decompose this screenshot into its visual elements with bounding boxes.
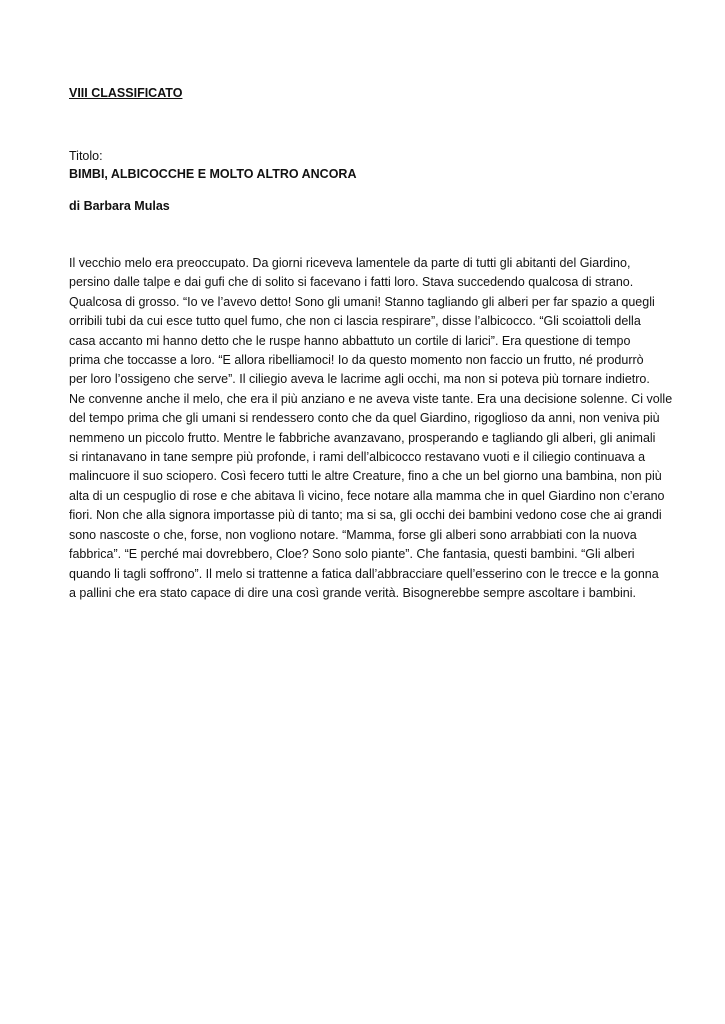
- body-line: sono nascoste o che, forse, non vogliono notare. “Mamma, forse gli alberi sono arrabbiati con la nuova: [69, 527, 637, 542]
- body-line: fabbrica”. “E perché mai dovrebbero, Cloe? Sono solo piante”. Che fantasia, questi bambini. “Gli alberi: [69, 547, 635, 562]
- story-body: [69, 254, 673, 603]
- body-line: del tempo prima che gli umani si rendessero conto che da quel Giardino, rigoglioso da anni, non veniva più: [69, 411, 660, 426]
- body-line: nemmeno un piccolo frutto. Mentre le fabbriche avanzavano, prosperando e tagliando gli alberi, gli animali: [69, 430, 656, 445]
- body-line: quando li tagli soffrono”. Il melo si trattenne a fatica dall’abbracciare quell’esserino con le trecce e la gonna: [69, 566, 659, 581]
- story-title: BIMBI, ALBICOCCHE E MOLTO ALTRO ANCORA: [69, 167, 357, 181]
- body-line: fiori. Non che alla signora importasse più di tanto; ma si sa, gli occhi dei bambini vedono cose che ai grandi: [69, 508, 662, 523]
- body-line: casa accanto mi hanno detto che le ruspe hanno abbattuto un cortile di larici”. Era questione di tempo: [69, 333, 631, 348]
- body-line: prima che toccasse a loro. “E allora ribelliamoci! Io da questo momento non faccio un frutto, né produrrò: [69, 353, 644, 368]
- body-line: si rintanavano in tane sempre più profonde, i rami dell’albicocco restavano vuoti e il ciliegio continuava a: [69, 450, 646, 465]
- body-line: Ne convenne anche il melo, che era il più anziano e ne aveva viste tante. Era una decisione solenne. Ci volle: [69, 391, 673, 406]
- body-line: Il vecchio melo era preoccupato. Da giorni riceveva lamentele da parte di tutti gli abitanti del Giardino,: [69, 256, 631, 270]
- title-label: Titolo:: [69, 149, 103, 163]
- body-line: alta di un cespuglio di rose e che abitava lì vicino, fece notare alla mamma che in quel Giardino non c’erano: [69, 488, 665, 503]
- body-line: persino dalle talpe e dai gufi che di solito si facevano i fatti loro. Stava succedendo qualcosa di strano.: [69, 275, 634, 290]
- body-line: malincuore il suo sciopero. Così fecero tutti le altre Creature, fino a che un bel giorno una bambina, non più: [69, 469, 662, 484]
- author-line: di Barbara Mulas: [69, 199, 170, 213]
- body-line: per loro l’ossigeno che serve”. Il ciliegio aveva le lacrime agli occhi, ma non si poteva più tornare indietro.: [69, 372, 650, 387]
- body-line: a pallini che era stato capace di dire una così grande verità. Bisognerebbe sempre ascoltare i bambini.: [69, 585, 636, 600]
- body-line: Qualcosa di grosso. “Io ve l’avevo detto! Sono gli umani! Stanno tagliando gli alberi per far spazio a quegli: [69, 294, 655, 309]
- ranking-heading: VIII CLASSIFICATO: [69, 86, 183, 100]
- body-line: orribili tubi da cui esce tutto quel fumo, che non ci lascia respirare”, disse l’albicocco. “Gli scoiattoli della: [69, 314, 641, 329]
